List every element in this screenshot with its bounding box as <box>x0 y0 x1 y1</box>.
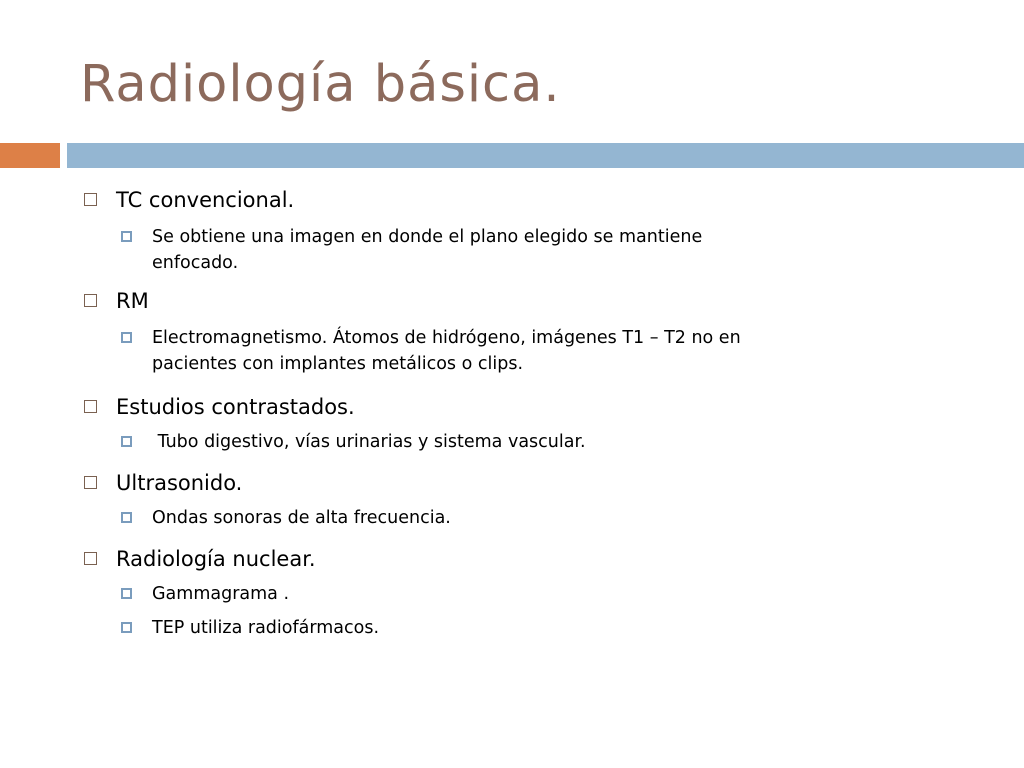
sub-bullet-line: enfocado. <box>152 253 239 273</box>
bullet-radiologia-nuclear: Radiología nuclear. <box>116 547 316 571</box>
sub-bullet-line: Tubo digestivo, vías urinarias y sistema vascular. <box>152 432 586 452</box>
bullet-estudios-contrastados: Estudios contrastados. <box>116 395 355 419</box>
bullet-tc-convencional: TC convencional. <box>116 188 295 212</box>
hollow-square-icon <box>84 552 97 565</box>
hollow-square-icon <box>84 476 97 489</box>
hollow-square-icon <box>84 294 97 307</box>
hollow-square-icon <box>84 193 97 206</box>
accent-bar-orange <box>0 143 60 168</box>
slide-content <box>80 0 980 768</box>
framed-square-icon <box>121 332 132 343</box>
sub-bullet-line: Gammagrama . <box>152 584 290 604</box>
framed-square-icon <box>121 436 132 447</box>
slide-title: Radiología básica. <box>80 55 561 114</box>
sub-bullet-line: TEP utiliza radiofármacos. <box>152 618 380 638</box>
sub-bullet-line: pacientes con implantes metálicos o clips. <box>152 354 524 374</box>
framed-square-icon <box>121 588 132 599</box>
framed-square-icon <box>121 622 132 633</box>
sub-bullet-line: Electromagnetismo. Átomos de hidrógeno, imágenes T1 – T2 no en <box>152 328 741 348</box>
hollow-square-icon <box>84 400 97 413</box>
framed-square-icon <box>121 512 132 523</box>
bullet-rm: RM <box>116 289 149 313</box>
sub-bullet-line: Ondas sonoras de alta frecuencia. <box>152 508 451 528</box>
sub-bullet-line: Se obtiene una imagen en donde el plano elegido se mantiene <box>152 227 703 247</box>
framed-square-icon <box>121 231 132 242</box>
bullet-ultrasonido: Ultrasonido. <box>116 471 243 495</box>
